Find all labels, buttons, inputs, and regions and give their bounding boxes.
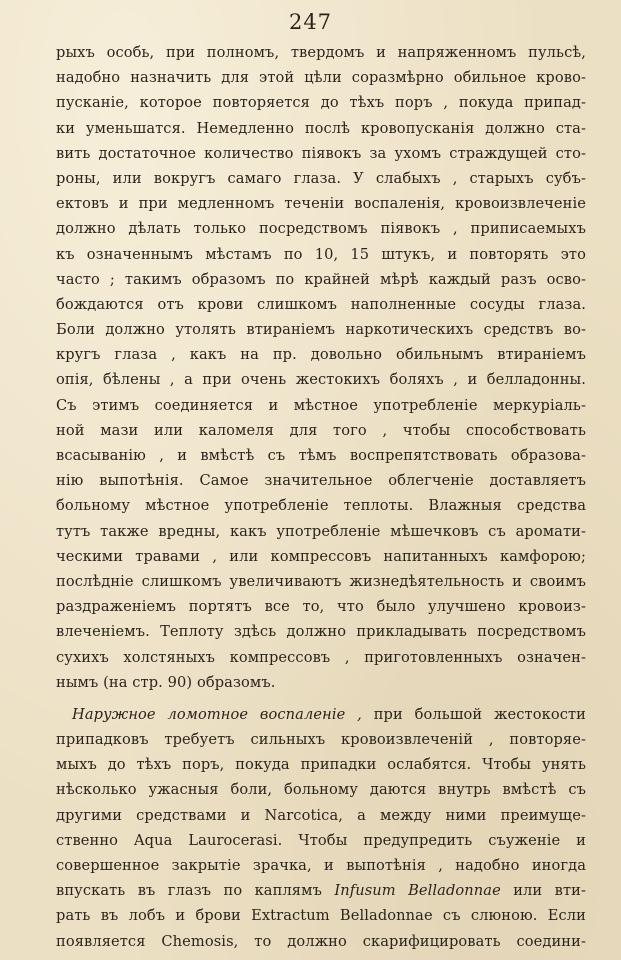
page-text xyxy=(56,40,586,954)
text-line: рыхъ особь, при полномъ, твердомъ и напряженномъ пульсѣ, xyxy=(56,44,586,61)
text-line: нымъ (на стр. 90) образомъ. xyxy=(56,673,276,691)
text-line: тутъ также вредны, какъ употребленіе мѣшечковъ съ аромати- xyxy=(56,522,586,540)
text-line: бождаются отъ крови слишкомъ наполненные сосуды глаза. xyxy=(56,295,586,313)
text-line xyxy=(56,878,586,903)
text-fragment: или вти- xyxy=(513,882,586,900)
text-fragment: впускать въ глазъ по каплямъ xyxy=(56,882,322,900)
text-line: ной мази или каломеля для того , чтобы способствовать xyxy=(56,421,586,439)
text-line: надобно назначить для этой цѣли соразмѣрно обильное крово- xyxy=(56,69,586,87)
text-line: другими средствами и Narcotica, а между ними преимуще- xyxy=(56,806,586,824)
text-line: раздраженіемъ портятъ все то, что было улучшено кровоиз- xyxy=(56,598,586,616)
text-line: пусканіе, которое повторяется до тѣхъ поръ , покуда припад- xyxy=(56,94,586,112)
text-line: часто ; такимъ образомъ по крайней мѣрѣ каждый разъ осво- xyxy=(56,270,586,288)
italic-lead: Наружное ломотное воспаленіе , xyxy=(72,705,362,723)
text-line: нію выпотѣнія. Самое значительное облегченіе доставляетъ xyxy=(56,472,586,490)
text-line: ки уменьшатся. Немедленно послѣ кровопусканія должно ста- xyxy=(56,119,586,137)
text-line: Съ этимъ соединяется и мѣстное употребленіе меркуріаль- xyxy=(56,396,586,414)
text-line: всасыванію , и вмѣстѣ съ тѣмъ воспрепятствовать образова- xyxy=(56,447,586,464)
text-line: ектовъ и при медленномъ теченіи воспаленія, кровоизвлеченіе xyxy=(56,195,586,213)
text-line xyxy=(56,702,586,727)
text-line: ственно Aqua Laurocerasi. Чтобы предупредить съуженіе и xyxy=(56,831,586,849)
text-line: Боли должно утолять втираніемъ наркотическихъ средствъ во- xyxy=(56,321,586,339)
text-line: сухихъ холстяныхъ компрессовъ , приготовленныхъ означен- xyxy=(56,648,586,666)
text-line: опія, бѣлены , а при очень жестокихъ боляхъ , и белладонны. xyxy=(56,371,586,389)
text-line: рать въ лобъ и брови Extractum Belladonnae съ слюною. Если xyxy=(56,907,586,925)
text-line: совершенное закрытіе зрачка, и выпотѣнія , надобно иногда xyxy=(56,857,586,874)
paragraph-2 xyxy=(56,702,586,954)
text-line: больному мѣстное употребленіе теплоты. Влажныя средства xyxy=(56,497,586,515)
text-line: припадковъ требуетъ сильныхъ кровоизвлеченій , повторяе- xyxy=(56,731,586,749)
text-line: мыхъ до тѣхъ поръ, покуда припадки ослабятся. Чтобы унять xyxy=(56,756,586,774)
text-line: кругъ глаза , какъ на пр. довольно обильнымъ втираніемъ xyxy=(56,346,586,364)
paragraph-1 xyxy=(56,40,586,695)
text-fragment: при большой жестокости xyxy=(373,705,586,723)
italic-term: Infusum Belladonnae xyxy=(334,882,501,900)
text-line: появляется Chemosis, то должно скарифицировать соедини- xyxy=(56,932,586,950)
text-line: вить достаточное количество піявокъ за ухомъ страждущей сто- xyxy=(56,144,586,162)
text-line: роны, или вокругъ самаго глаза. У слабыхъ , старыхъ субъ- xyxy=(56,169,586,187)
text-line: послѣдніе слишкомъ увеличиваютъ жизнедѣятельность и своимъ xyxy=(56,572,586,590)
text-line: ческими травами , или компрессовъ напитанныхъ камфорою; xyxy=(56,547,586,565)
text-line: влеченіемъ. Теплоту здѣсь должно прикладывать посредствомъ xyxy=(56,623,586,641)
text-line: нѣсколько ужасныя боли, больному даются внутрь вмѣстѣ съ xyxy=(56,781,586,799)
page-number: 247 xyxy=(288,10,333,34)
paragraph-gap xyxy=(56,695,586,702)
text-line: должно дѣлать только посредствомъ піявокъ , приписаемыхъ xyxy=(56,220,586,238)
text-line: къ означеннымъ мѣстамъ по 10, 15 штукъ, и повторять это xyxy=(56,245,586,263)
